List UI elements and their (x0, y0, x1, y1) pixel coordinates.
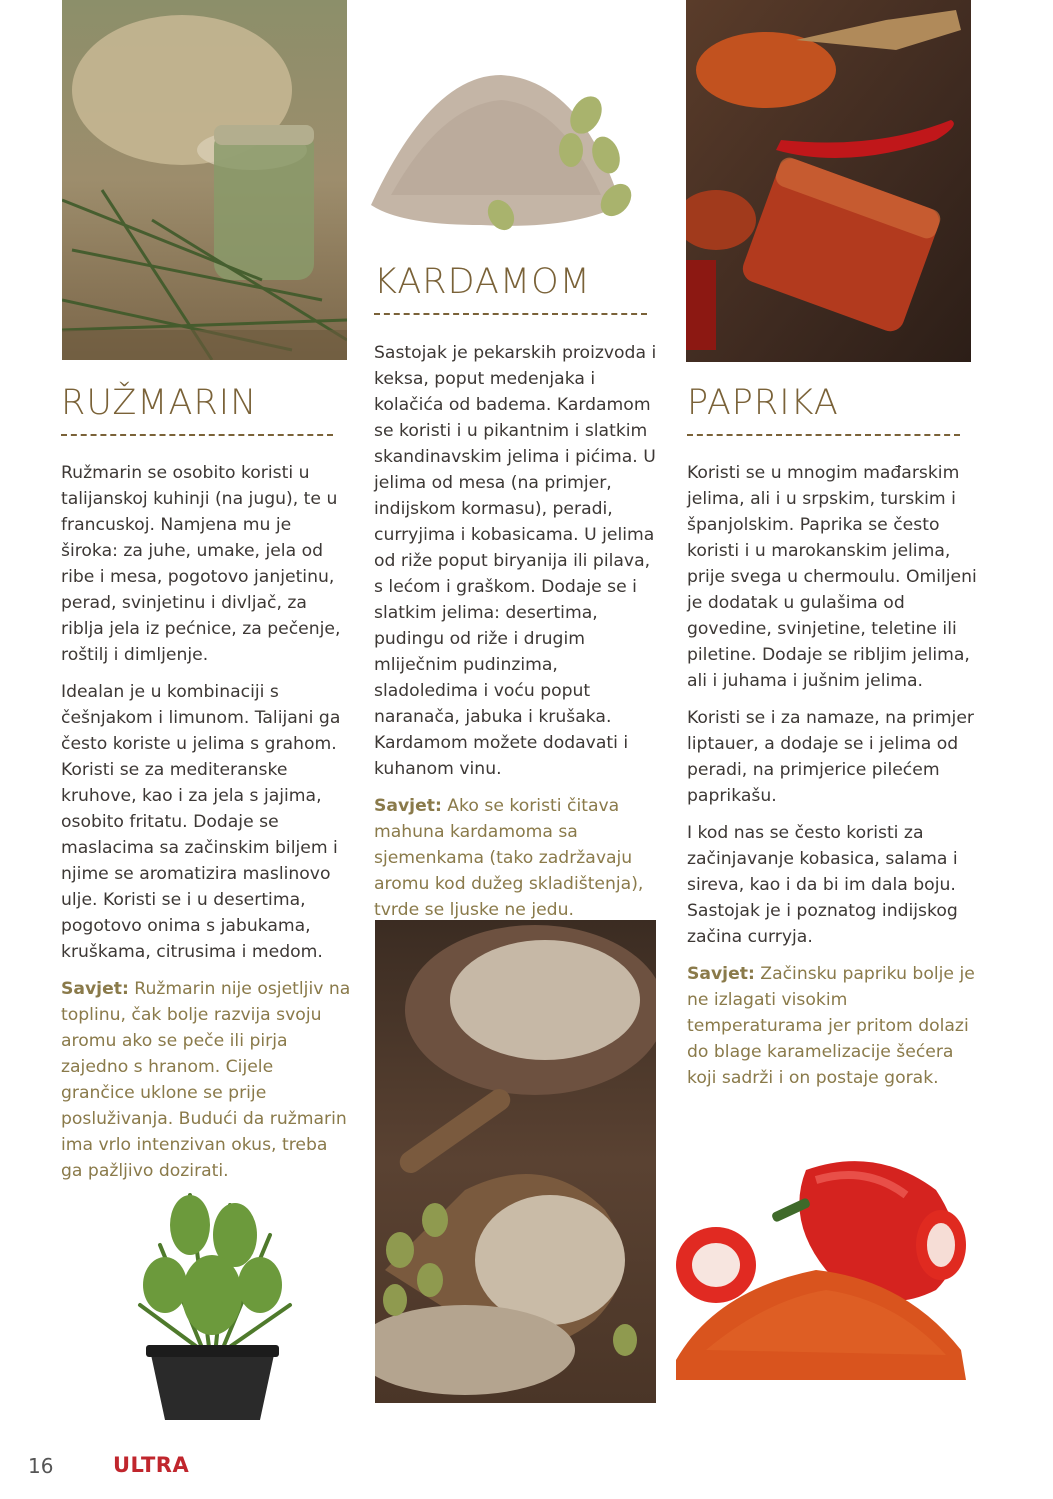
cardamom-scoop-photo (375, 920, 656, 1403)
paprika-powder-photo (676, 1150, 966, 1380)
rosemary-title: RUŽMARIN (61, 383, 258, 423)
cardamom-paragraph: Sastojak je pekarskih proizvoda i keksa, poput medenjaka i kolačića od badema. Kardamom se koristi i u pikantnim i slatkim skandinavskim jelima i pićima. U jelima od mesa (na primjer, indijskom kormasu), peradi, curryjima i kobasicama. U jelima od riže poput biryanija ili pilava, s lećom i graškom. Dodaje se i slatkim jelima: desertima, pudingu od riže i drugim mliječnim pudinzima, sladoledima i voću poput naranača, jabuka i krušaka. Kardamom možete dodavati i kuhanom vinu. (374, 343, 657, 779)
cardamom-powder-photo (371, 55, 653, 255)
tip-text: Začinsku papriku bolje je ne izlagati visokim temperaturama jer pritom dolazi do blage karamelizacije šećera koji sadrži i on postaje gorak. (687, 964, 975, 1088)
tip-label: Savjet: (61, 979, 129, 999)
rosemary-paragraph: Ružmarin se osobito koristi u talijanskoj kuhinji (na jugu), te u francuskoj. Namjena mu je široka: za juhe, umake, jela od ribe i mesa, pogotovo janjetinu, perad, svinjetinu i divljač, za riblja jela iz pećnice, za pečenje, roštilj i dimljenje. (61, 463, 341, 665)
title-divider (687, 434, 960, 436)
rosemary-paragraph: Idealan je u kombinaciji s češnjakom i limunom. Talijani ga često koriste u jelima s grahom. Koristi se za mediteranske kruhove, kao i za jela s jajima, osobito fritatu. Dodaje se maslacima sa začinskim biljem i njime se aromatizira maslinovo ulje. Koristi se i u desertima, pogotovo onima s jabukama, kruškama, citrusima i medom. (61, 682, 341, 962)
cardamom-title: KARDAMOM (374, 262, 591, 302)
title-divider (61, 434, 333, 436)
title-divider (374, 313, 647, 315)
paprika-paragraph: Koristi se u mnogim mađarskim jelima, ali i u srpskim, turskim i španjolskim. Paprika se često koristi i u marokanskim jelima, prije svega u chermoulu. Omiljeni je dodatak u gulašima od govedine, svinjetine, teletine ili piletine. Dodaje se ribljim jelima, ali i juhama i jušnim jelima. (687, 463, 977, 691)
paprika-jar-photo (686, 0, 971, 362)
page-number: 16 (28, 1454, 54, 1478)
tip-text: Ružmarin nije osjetljiv na toplinu, čak bolje razvija svoju aromu ako se peče ili pirja zajedno s hranom. Cijele grančice uklone se prije posluživanja. Budući da ružmarin ima vrlo intenzivan okus, treba ga pažljivo dozirati. (61, 979, 351, 1181)
tip-label: Savjet: (687, 964, 755, 984)
rosemary-tip (61, 976, 351, 1184)
tip-text: Ako se koristi čitava mahuna kardamoma sa sjemenkama (tako zadržavaju aromu kod dužeg skladištenja), tvrde se ljuske ne jedu. (374, 796, 644, 920)
brand-logo: ULTRA (113, 1453, 190, 1477)
paprika-paragraph: I kod nas se često koristi za začinjavanje kobasica, salama i sireva, kao i da bi im dala boju. Sastojak je i poznatog indijskog začina curryja. (687, 823, 958, 947)
rosemary-pot-photo (120, 1185, 305, 1425)
paprika-tip (687, 961, 977, 1091)
rosemary-jar-photo (62, 0, 347, 360)
rosemary-text (61, 460, 351, 1195)
cardamom-text (374, 340, 664, 934)
cardamom-tip (374, 793, 664, 923)
paprika-title: PAPRIKA (687, 383, 839, 423)
paprika-paragraph: Koristi se i za namaze, na primjer liptauer, a dodaje se i jelima od peradi, na primjerice pilećem paprikašu. (687, 708, 974, 806)
tip-label: Savjet: (374, 796, 442, 816)
paprika-text (687, 460, 977, 1102)
